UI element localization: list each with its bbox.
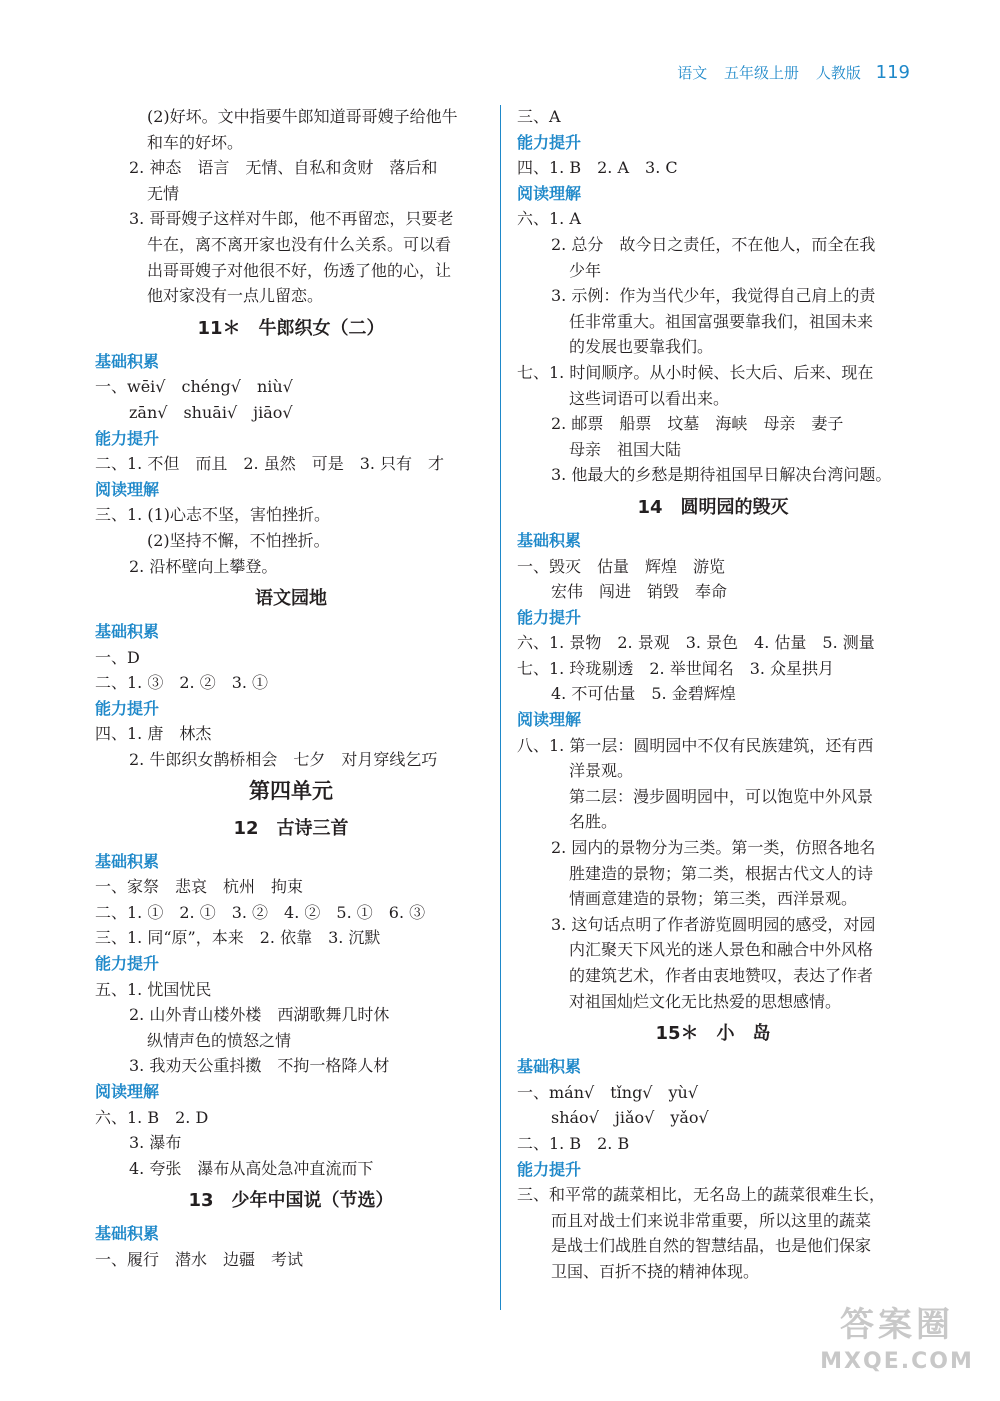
lesson-title: 11＊ 牛郎织女（二） xyxy=(197,317,385,339)
answer-line: 而且对战士们来说非常重要，所以这里的蔬菜 xyxy=(551,1210,872,1230)
page-number: 119 xyxy=(875,62,910,83)
watermark-text: 答案圈 xyxy=(840,1305,954,1345)
answer-line: 纵情声色的愤怒之情 xyxy=(147,1030,292,1050)
answer-line: 二、1. B 2. B xyxy=(517,1133,630,1153)
answer-line: 四、1. B 2. A 3. C xyxy=(517,158,678,178)
left-column xyxy=(95,104,487,1273)
section-heading: 阅读理解 xyxy=(95,479,160,499)
answer-line: 七、1. 玲珑剔透 2. 举世闻名 3. 众星拱月 xyxy=(517,658,835,678)
section-heading: 基础积累 xyxy=(95,622,160,642)
right-column xyxy=(517,104,909,1285)
answer-line: 情画意建造的景物；第三类，西洋景观。 xyxy=(569,889,858,909)
section-heading: 基础积累 xyxy=(517,530,582,550)
answer-line: 是战士们战胜自然的智慧结晶，也是他们保家 xyxy=(551,1236,872,1256)
answer-line: 三、1. (1)心志不坚，害怕挫折。 xyxy=(95,505,331,525)
lesson-title: 14 圆明园的毁灭 xyxy=(637,496,789,518)
header-grade: 五年级上册 xyxy=(724,64,800,82)
answer-line: 的建筑艺术，作者由衷地赞叹，表达了作者 xyxy=(569,966,874,985)
lesson-title: 13 少年中国说（节选） xyxy=(188,1190,394,1212)
answer-line: 宏伟 闯进 销毁 奉命 xyxy=(551,582,728,602)
answer-line: 洋景观。 xyxy=(569,761,634,781)
answer-line: (2)好坏。文中指要牛郎知道哥哥嫂子给他牛 xyxy=(147,107,458,126)
answer-line: 4. 夸张 瀑布从高处急冲直流而下 xyxy=(129,1158,374,1178)
answer-line: 他对家没有一点儿留恋。 xyxy=(147,286,324,306)
answer-line: 八、1. 第一层：圆明园中不仅有民族建筑，还有西 xyxy=(517,735,874,755)
answer-line: 二、1. ① 2. ① 3. ② 4. ② 5. ① 6. ③ xyxy=(95,902,426,922)
section-heading: 能力提升 xyxy=(95,428,160,448)
answer-line: 胜建造的景物；第二类，根据古代文人的诗 xyxy=(569,863,874,883)
section-heading: 基础积累 xyxy=(517,1057,582,1077)
answer-line: 三、和平常的蔬菜相比，无名岛上的蔬菜很难生长， xyxy=(517,1185,886,1205)
answer-line: 3. 我劝天公重抖擞 不拘一格降人材 xyxy=(129,1056,390,1076)
answer-line: 4. 不可估量 5. 金碧辉煌 xyxy=(551,684,736,704)
answer-line: 任非常重大。祖国富强要靠我们，祖国未来 xyxy=(569,311,874,331)
answer-line: 六、1. 景物 2. 景观 3. 景色 4. 估量 5. 测量 xyxy=(517,633,875,653)
section-heading: 能力提升 xyxy=(517,132,582,152)
answer-line: 少年 xyxy=(569,260,602,280)
answer-line: 二、1. ③ 2. ② 3. ① xyxy=(95,673,269,693)
answer-line: 母亲 祖国大陆 xyxy=(569,439,682,459)
section-heading: 基础积累 xyxy=(95,851,160,871)
answer-line: 2. 邮票 船票 坟墓 海峡 母亲 妻子 xyxy=(551,414,844,434)
answer-line: 2. 沿杯壁向上攀登。 xyxy=(129,556,278,576)
answer-line: 对祖国灿烂文化无比热爱的思想感情。 xyxy=(569,991,842,1011)
answer-line: 一、家祭 悲哀 杭州 拘束 xyxy=(95,877,304,897)
answer-line: 一、毁灭 估量 辉煌 游览 xyxy=(517,556,726,576)
header-edition: 人教版 xyxy=(815,64,861,82)
answer-line: 2. 园内的景物分为三类。第一类，仿照各地名 xyxy=(551,838,876,858)
answer-line: 五、1. 忧国忧民 xyxy=(95,979,212,999)
lesson-title: 15＊ 小 岛 xyxy=(655,1023,771,1045)
answer-line: 内汇聚天下风光的迷人景色和融合中外风格 xyxy=(569,940,874,960)
answer-line: 2. 总分 故今日之责任，不在他人，而全在我 xyxy=(551,234,876,254)
answer-line: 3. 示例：作为当代少年，我觉得自己肩上的责 xyxy=(551,286,876,306)
section-heading: 能力提升 xyxy=(95,698,160,718)
column-divider xyxy=(500,105,501,1310)
answer-line: (2)坚持不懈，不怕挫折。 xyxy=(147,530,330,550)
answer-line: 和车的好坏。 xyxy=(147,132,244,152)
answer-line: 这些词语可以看出来。 xyxy=(569,388,730,408)
answer-line: 2. 山外青山楼外楼 西湖歌舞几时休 xyxy=(129,1005,390,1025)
answer-line: 2. 牛郎织女鹊桥相会 七夕 对月穿线乞巧 xyxy=(129,750,438,770)
answer-line: 卫国、百折不挠的精神体现。 xyxy=(551,1261,760,1281)
answer-line: 六、1. B 2. D xyxy=(95,1107,209,1127)
answer-line: 的发展也要靠我们。 xyxy=(569,337,714,357)
answer-line: 七、1. 时间顺序。从小时候、长大后、后来、现在 xyxy=(517,362,874,382)
lesson-title: 语文园地 xyxy=(255,588,327,610)
answer-line: 三、A xyxy=(517,107,561,126)
section-heading: 能力提升 xyxy=(517,607,582,627)
answer-line: 二、1. 不但 而且 2. 虽然 可是 3. 只有 才 xyxy=(95,454,445,474)
answer-line: 3. 哥哥嫂子这样对牛郎，他不再留恋，只要老 xyxy=(129,209,454,229)
page-header xyxy=(665,62,910,83)
unit-title: 第四单元 xyxy=(249,778,333,803)
section-heading: 阅读理解 xyxy=(517,710,582,730)
answer-line: 一、D xyxy=(95,647,140,667)
answer-line: 出哥哥嫂子对他很不好，伤透了他的心，让 xyxy=(147,260,452,280)
answer-line: zān√ shuāi√ jiāo√ xyxy=(129,402,293,422)
answer-line: 一、mán√ tǐng√ yù√ xyxy=(517,1082,699,1102)
answer-line: 牛在，离不离开家也没有什么关系。可以看 xyxy=(147,234,452,254)
section-heading: 阅读理解 xyxy=(517,183,582,203)
section-heading: 能力提升 xyxy=(95,954,160,974)
answer-line: sháo√ jiǎo√ yǎo√ xyxy=(551,1108,709,1128)
answer-line: 一、履行 潜水 边疆 考试 xyxy=(95,1249,304,1269)
header-subject: 语文 xyxy=(677,64,708,82)
answer-line: 无情 xyxy=(147,183,180,203)
answer-line: 名胜。 xyxy=(569,812,618,832)
answer-line: 六、1. A xyxy=(517,209,581,229)
answer-line: 第二层：漫步圆明园中，可以饱览中外风景 xyxy=(569,786,874,806)
answer-line: 一、wēi√ chéng√ niù√ xyxy=(95,377,293,397)
section-heading: 阅读理解 xyxy=(95,1082,160,1101)
answer-line: 2. 神态 语言 无情、自私和贪财 落后和 xyxy=(129,158,438,178)
watermark-logo xyxy=(812,1303,982,1383)
section-heading: 能力提升 xyxy=(517,1159,582,1179)
section-heading: 基础积累 xyxy=(95,1224,160,1244)
section-heading: 基础积累 xyxy=(95,351,160,371)
lesson-title: 12 古诗三首 xyxy=(233,817,349,839)
answer-line: 四、1. 唐 林杰 xyxy=(95,724,212,744)
answer-line: 3. 瀑布 xyxy=(129,1133,182,1153)
watermark-domain: MXQE.COM xyxy=(820,1349,974,1374)
answer-line: 3. 这句话点明了作者游览圆明园的感受，对园 xyxy=(551,914,876,934)
answer-line: 3. 他最大的乡愁是期待祖国早日解决台湾问题。 xyxy=(551,465,892,485)
answer-line: 三、1. 同“原”，本来 2. 依靠 3. 沉默 xyxy=(95,928,381,948)
